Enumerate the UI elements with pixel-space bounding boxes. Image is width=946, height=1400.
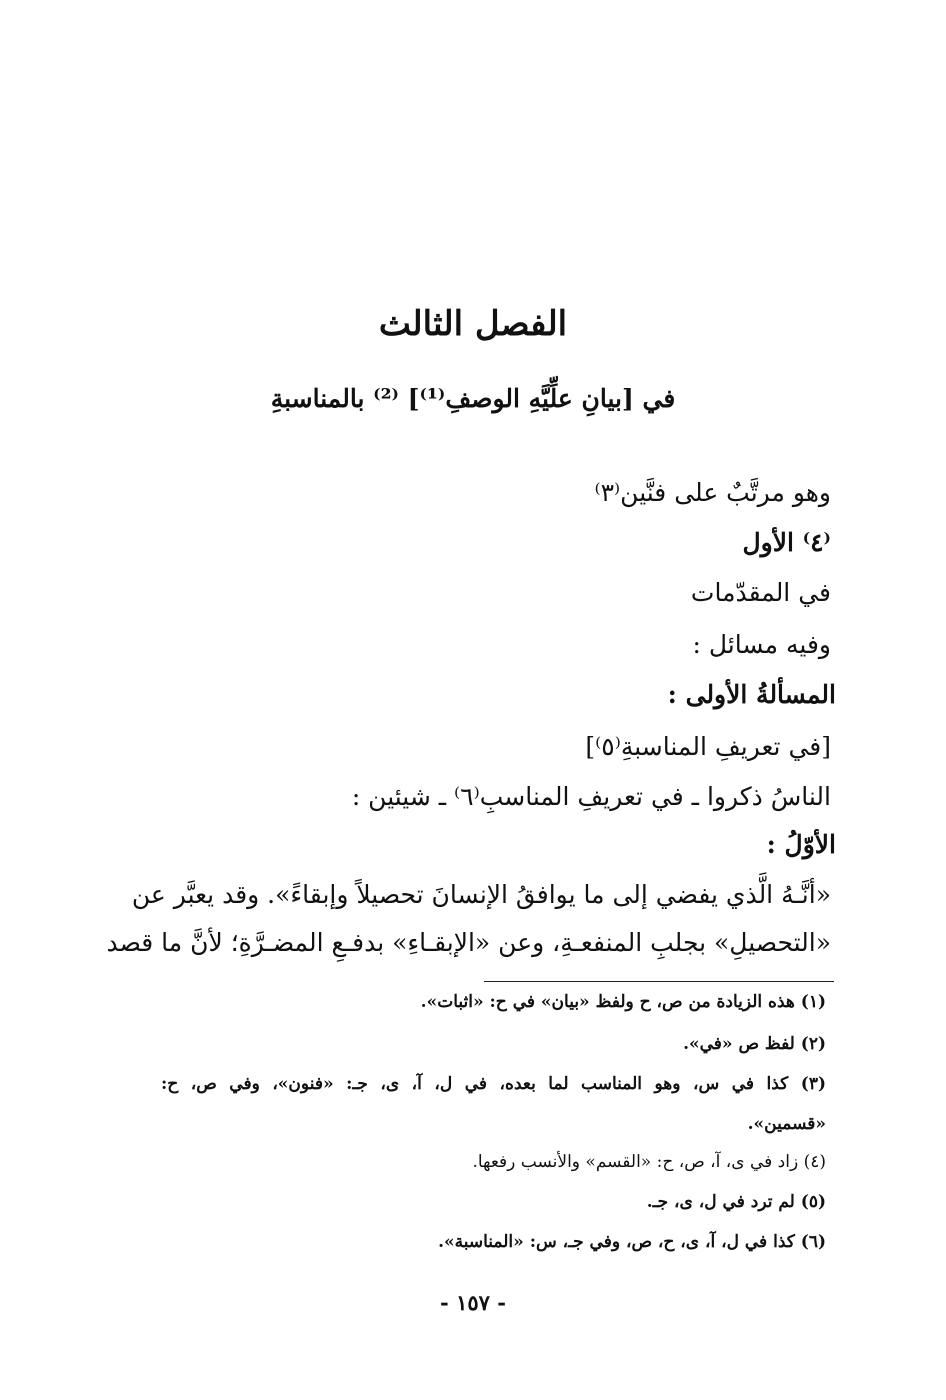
section-subheading: في المقدّمات [690,578,831,607]
footnote-6: (٦) كذا في ل، آ، ى، ح، ص، وفي جـ، س: «المناسبة». [438,1232,826,1252]
footnote-2: (٢) لفظ ص «في». [683,1034,826,1054]
page-number: - ١٥٧ - [440,1290,506,1315]
definition-first-heading: الأوّلُ : [766,830,836,859]
issue-topic: [في تعريفِ المناسبةِ⁽٥⁾] [585,732,831,761]
definitions-intro: الناسُ ذكروا ـ في تعريفِ المناسبِ⁽٦⁾ ـ شيئين : [351,782,831,811]
footnote-3-continued: «قسمين». [747,1114,826,1134]
issues-intro: وفيه مسائل : [692,630,831,659]
chapter-title: الفصل الثالث [378,304,568,344]
issue-heading-first: المسألةُ الأولى : [667,680,836,709]
footnote-3: (٣) كذا في س، وهو المناسب لما بعده، في ل، آ، ى، جـ: «فنون»، وفي ص، ح: [161,1074,826,1094]
footnote-separator [484,981,834,982]
chapter-subtitle: في [بيانِ علِّيَّهِ الوصفِ⁽¹⁾] ⁽²⁾ بالمناسبةِ [270,384,676,413]
footnote-1: (١) هذه الزيادة من ص، ح ولفظ «بيان» في ح: «اثبات». [420,992,826,1012]
paragraph-line-1: «أنَّـهُ الَّذي يفضي إلى ما يوافقُ الإنسانَ تحصيلاً وإبقاءً». وقد يعبَّر عن [131,880,831,909]
section-heading-first: ⁽٤⁾ الأول [742,528,831,557]
paragraph-line-2: «التحصيلِ» بجلبِ المنفعـةِ، وعن «الإبقـاءِ» بدفـعِ المضـرَّةِ؛ لأنَّ ما قصد [106,928,831,957]
footnote-5: (٥) لم ترد في ل، ى، جـ. [646,1192,826,1212]
intro-line: وهو مرتَّبٌ على فنَّين⁽٣⁾ [594,478,831,507]
footnote-4: (٤) زاد في ى، آ، ص، ح: «القسم» والأنسب رفعها. [472,1152,826,1172]
